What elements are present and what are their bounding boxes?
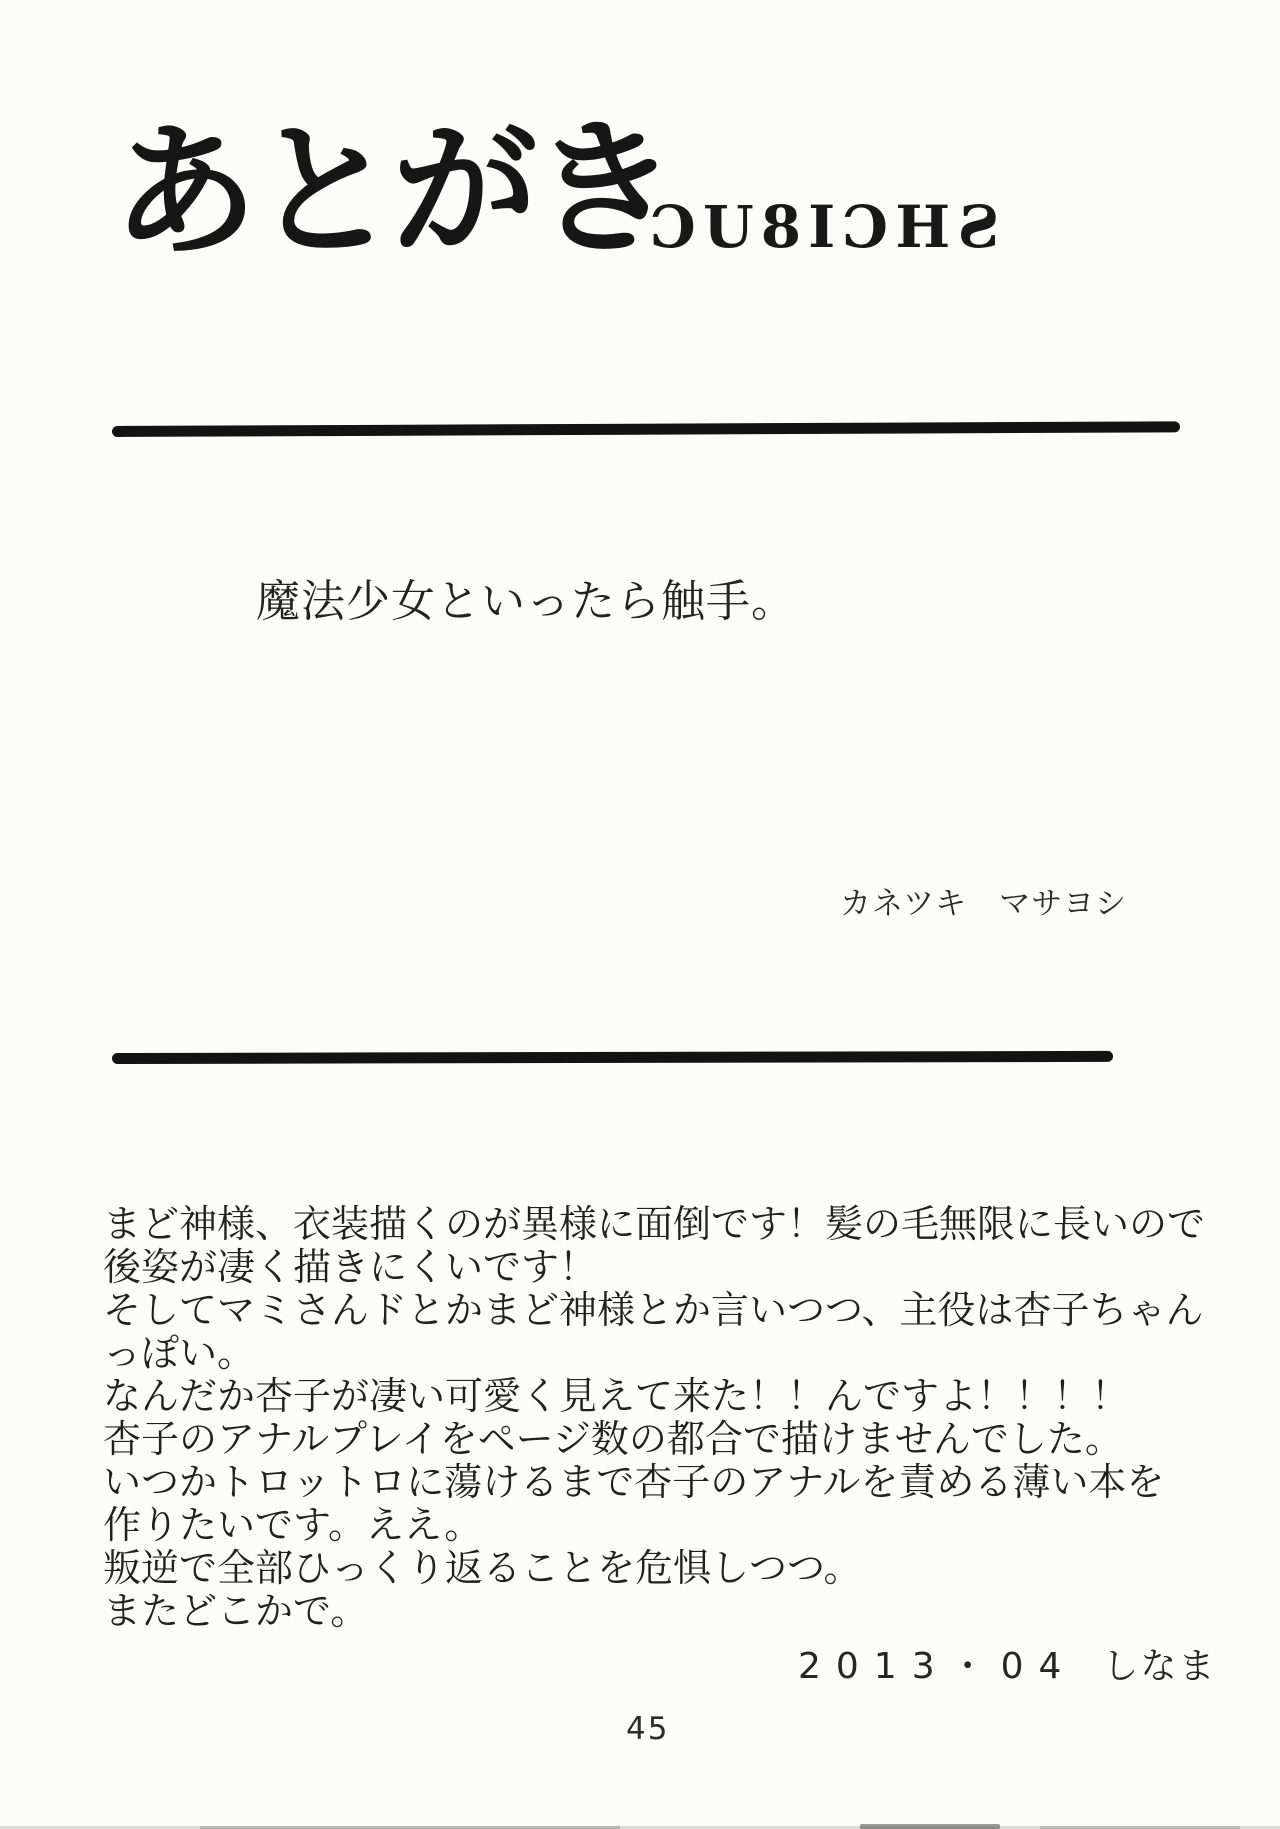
page-number: 45 — [626, 1711, 670, 1747]
divider-top — [112, 421, 1180, 437]
scan-edge-segment — [860, 1824, 1000, 1829]
afterword-line: 後姿が凄く描きにくいです！ — [103, 1245, 598, 1289]
afterword-line: 叛逆で全部ひっくり返ることを危惧しつつ。 — [103, 1546, 862, 1590]
afterword-line: なんだか杏子が凄い可愛く見えて来た！！んですよ！！！！ — [103, 1374, 1130, 1418]
afterword-line: いつかトロットロに蕩けるまで杏子のアナルを責める薄い本を — [103, 1460, 1165, 1504]
afterword-line: 作りたいです。ええ。 — [103, 1503, 483, 1547]
afterword-paragraph — [103, 1203, 1223, 1633]
signature-name: しなま — [1102, 1646, 1217, 1687]
title-decoration-glyphs: ƆU8IƆHƧ — [650, 193, 1007, 261]
afterword-line: まど神様、衣装描くのが異様に面倒です！髪の毛無限に長いので — [103, 1202, 1206, 1246]
page-title: あとがき — [111, 104, 673, 278]
afterword-line: っぽい。 — [103, 1331, 256, 1375]
signature — [798, 1638, 1216, 1689]
tagline-text: 魔法少女といったら触手。 — [256, 576, 796, 627]
afterword-line: 杏子のアナルプレイをページ数の都合で描けませんでした。 — [103, 1417, 1123, 1461]
divider-bottom — [112, 1051, 1113, 1064]
afterword-line: またどこかで。 — [103, 1589, 369, 1633]
scan-edge-artifact — [0, 1822, 1280, 1829]
author-name: カネツキ マサヨシ — [840, 886, 1128, 922]
afterword-line: そしてマミさんドとかまど神様とか言いつつ、主役は杏子ちゃん — [103, 1288, 1204, 1332]
signature-date: 2013・04 — [798, 1646, 1077, 1687]
